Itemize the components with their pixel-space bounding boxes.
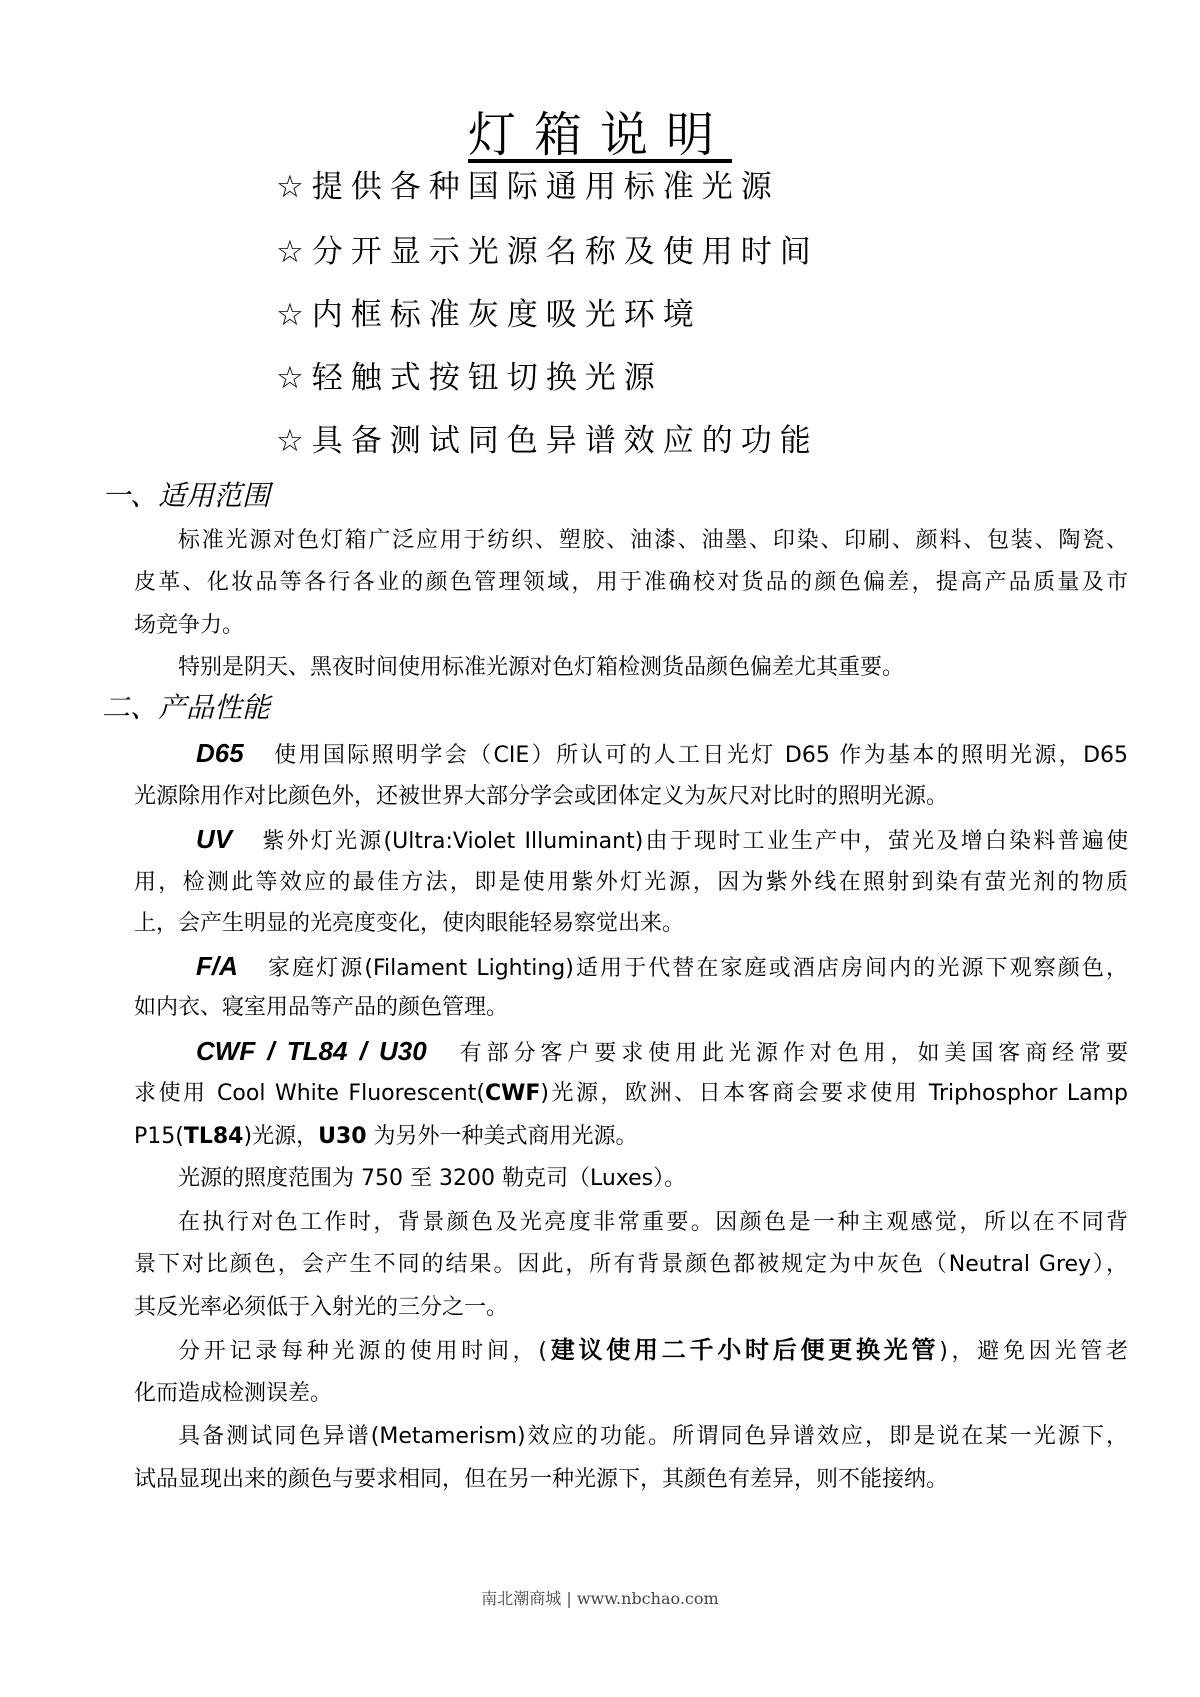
paragraph-line: 标准光源对色灯箱广泛应用于纺织、塑胶、油漆、油墨、印染、印刷、颜料、包装、陶瓷、 bbox=[178, 528, 1128, 553]
fa-tag: F/A bbox=[196, 951, 238, 981]
page-title: 灯箱说明 bbox=[467, 107, 732, 163]
feature-item: ☆分开显示光源名称及使用时间 bbox=[276, 234, 819, 270]
feature-item: ☆内框标准灰度吸光环境 bbox=[276, 297, 702, 333]
section-heading: 一、适用范围 bbox=[102, 479, 271, 512]
paragraph-line: 具备测试同色异谱(Metamerism)效应的功能。所谓同色异谱效应，即是说在某一光源下， bbox=[178, 1424, 1128, 1449]
d65-line: D65 使用国际照明学会（CIE）所认可的人工日光灯 D65 作为基本的照明光源，D65 bbox=[196, 738, 1128, 768]
feature-item: ☆轻触式按钮切换光源 bbox=[276, 360, 663, 396]
feature-item: ☆提供各种国际通用标准光源 bbox=[276, 169, 780, 205]
paragraph-line: 分开记录每种光源的使用时间，(建议使用二千小时后便更换光管)，避免因光管老 bbox=[178, 1336, 1128, 1364]
d65-tag: D65 bbox=[196, 738, 244, 768]
paragraph-line: 皮革、化妆品等各行各业的颜色管理领域，用于准确校对货品的颜色偏差，提高产品质量及市 bbox=[134, 570, 1128, 595]
uv-tag: UV bbox=[196, 824, 233, 854]
recommendation-emphasis: 建议使用二千小时后便更换光管 bbox=[547, 1336, 940, 1364]
paragraph-line: 求使用 Cool White Fluorescent(CWF)光源，欧洲、日本客商会要求使用 Triphosphor Lamp bbox=[134, 1081, 1128, 1106]
cwf-line: CWF / TL84 / U30 有部分客户要求使用此光源作对色用，如美国客商经常要 bbox=[196, 1036, 1128, 1066]
paragraph-line: P15(TL84)光源，U30 为另外一种美式商用光源。 bbox=[134, 1124, 638, 1149]
paragraph-line: 景下对比颜色，会产生不同的结果。因此，所有背景颜色都被规定为中灰色（Neutral Grey）， bbox=[134, 1252, 1128, 1277]
feature-item: ☆具备测试同色异谱效应的功能 bbox=[276, 423, 819, 459]
paragraph-line: 上，会产生明显的光亮度变化，使肉眼能轻易察觉出来。 bbox=[134, 911, 685, 936]
section-heading: 二、产品性能 bbox=[102, 691, 271, 724]
paragraph-line: 在执行对色工作时，背景颜色及光亮度非常重要。因颜色是一种主观感觉，所以在不同背 bbox=[178, 1210, 1128, 1235]
paragraph-line: 光源的照度范围为 750 至 3200 勒克司（Luxes）。 bbox=[178, 1166, 687, 1191]
paragraph-line: 光源除用作对比颜色外，还被世界大部分学会或团体定义为灰尺对比时的照明光源。 bbox=[134, 784, 949, 809]
paragraph-line: 如内衣、寝室用品等产品的颜色管理。 bbox=[134, 995, 509, 1020]
paragraph-line: 用，检测此等效应的最佳方法，即是使用紫外灯光源，因为紫外线在照射到染有萤光剂的物质 bbox=[134, 870, 1128, 895]
paragraph-line: 其反光率必须低于入射光的三分之一。 bbox=[134, 1295, 509, 1320]
fa-line: F/A 家庭灯源(Filament Lighting)适用于代替在家庭或酒店房间内的光源下观察颜色， bbox=[196, 951, 1128, 981]
uv-line: UV 紫外灯光源(Ultra:Violet Illuminant)由于现时工业生产中，萤光及增白染料普遍使 bbox=[196, 824, 1128, 854]
paragraph-line: 特别是阴天、黑夜时间使用标准光源对色灯箱检测货品颜色偏差尤其重要。 bbox=[178, 655, 905, 680]
paragraph-line: 场竞争力。 bbox=[134, 613, 245, 638]
footer-watermark: 南北潮商城 | www.nbchao.com bbox=[481, 1589, 719, 1608]
cwf-tag: CWF / TL84 / U30 bbox=[196, 1036, 427, 1066]
paragraph-line: 化而造成检测误差。 bbox=[134, 1381, 333, 1406]
paragraph-line: 试品显现出来的颜色与要求相同，但在另一种光源下，其颜色有差异，则不能接纳。 bbox=[134, 1467, 949, 1492]
